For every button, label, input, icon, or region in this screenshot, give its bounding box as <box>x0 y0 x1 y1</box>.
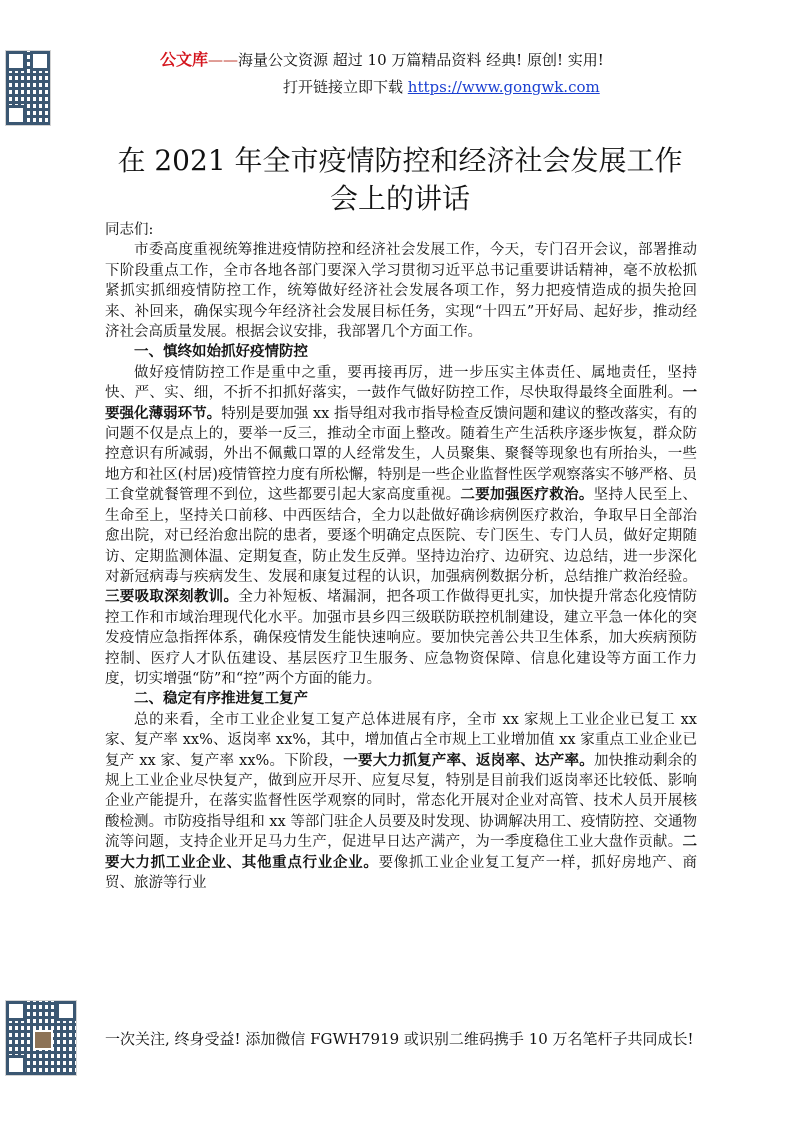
download-prompt: 打开链接立即下载 <box>283 78 404 96</box>
section-heading-2: 二、稳定有序推进复工复产 <box>134 690 308 708</box>
paragraph-intro: 市委高度重视统筹推进疫情防控和经济社会发展工作，今天，专门召开会议，部署推动下阶段重点工作，全市各地各部门要深入学习贯彻习近平总书记重要讲话精神，毫不放松抓紧抓实抓细疫情防控工作，统筹做好经济社会发展各项工作，努力把疫情造成的损失抢回来、补回来，确保实现今年经济社会发展目标任务，实现“十四五”开好局、起好步，推动经济社会高质量发展。根据会议安排，我部署几个方面工作。 <box>105 242 697 341</box>
section-heading-1: 一、慎终如始抓好疫情防控 <box>134 343 308 361</box>
header-tagline-line <box>160 50 760 70</box>
key-point-1: 一要强化薄弱环节。 <box>105 384 697 422</box>
website-link[interactable]: https://www.gongwk.com <box>407 78 600 96</box>
paragraph-text: 要像抓工业企业复工复产一样，抓好房地产、商贸、旅游等行业 <box>105 854 698 891</box>
paragraph-text: 加快推动剩余的规上工业企业尽快复产，做到应开尽开、应复尽复，特别是目前我们返岗率还比较低、影响企业产能提升，在落实监督性医学观察的同时，常态化开展对企业对高管、技术人员开展核酸检测。市防疫指导组和 xx 等部门驻企人员要及时发现、协调解决用工、疫情防控、交通物流等问题，支持企业开足马力生产，促进早日达产满产，为一季度稳住工业大盘作贡献。 <box>105 752 698 851</box>
document-body <box>105 220 697 893</box>
qr-finder-icon <box>6 1055 26 1075</box>
document-title <box>100 142 700 218</box>
paragraph-epidemic-control <box>105 363 697 690</box>
brand-name: 公文库 <box>160 50 209 69</box>
footer-note: 一次关注, 终身受益! 添加微信 FGWH7919 或识别二维码携手 10 万名笔杆子共同成长! <box>105 1030 694 1048</box>
salutation: 同志们: <box>105 222 154 238</box>
paragraph-text: 全力补短板、堵漏洞，把各项工作做得更扎实，加快提升常态化疫情防控工作和市域治理现代化水平。加强市县乡四三级联防联控机制建设，建立平急一体化的突发疫情应急指挥体系，确保疫情发生能快速响应。要加快完善公共卫生体系，加大疾病预防控制、医疗人才队伍建设、基层医疗卫生服务、应急物资保障、信息化建设等方面工作力度，切实增强“防”和“控”两个方面的能力。 <box>105 589 698 687</box>
title-line-2: 会上的讲话 <box>329 182 470 215</box>
key-point-3: 三要吸取深刻教训。 <box>105 588 239 606</box>
header-download-line <box>283 77 600 97</box>
qr-finder-icon <box>6 1001 26 1021</box>
key-point-4: 一要大力抓复产率、返岗率、达产率。 <box>343 751 595 769</box>
brand-separator: —— <box>208 51 239 69</box>
paragraph-resumption <box>105 710 697 894</box>
key-point-2: 二要加强医疗救治。 <box>460 486 594 504</box>
qr-finder-icon <box>56 1001 76 1021</box>
paragraph-text: 做好疫情防控工作是重中之重，要再接再厉，进一步压实主体责任、属地责任，坚持快、严、实、细，不折不扣抓好落实，一鼓作气做好防控工作，尽快取得最终全面胜利。 <box>105 364 697 402</box>
qr-code-top <box>5 50 51 126</box>
key-point-5: 二要大力抓工业企业、其他重点行业企业。 <box>105 833 697 871</box>
qr-finder-icon <box>6 51 26 71</box>
qr-finder-icon <box>6 105 26 125</box>
qr-logo-icon <box>33 1030 53 1050</box>
paragraph-text: 坚持人民至上、生命至上，坚持关口前移、中西医结合，全力以赴做好确诊病例医疗救治，争取早日全部治愈出院，对已经治愈出院的患者，要逐个明确定点医院、专门医生、专门人员，做好定期随访、定期监测体温、定期复查，防止发生反弹。坚持边治疗、边研究、边总结，进一步深化对新冠病毒与疾病发生、发展和康复过程的认识，加强病例数据分析，总结推广救治经验。 <box>105 487 698 585</box>
paragraph-text: 总的来看，全市工业企业复工复产总体进展有序，全市 xx 家规上工业企业已复工 xx 家、复产率 xx%、返岗率 xx%，其中，增加值占全市规上工业增加值 xx 家重点工业企业已复产 xx 家、复产率 xx%。下阶段， <box>105 711 697 769</box>
qr-code-bottom <box>5 1000 77 1076</box>
title-line-1: 在 2021 年全市疫情防控和经济社会发展工作 <box>117 144 683 177</box>
paragraph-text: 特别是要加强 xx 指导组对我市指导检查反馈问题和建议的整改落实，有的问题不仅是点上的，要举一反三，推动全市面上整改。随着生产生活秩序逐步恢复，群众防控意识有所减弱，外出不佩戴口罩的人经常发生，人员聚集、聚餐等现象也有所抬头，一些地方和社区(村居)疫情管控力度有所松懈，特别是一些企业监督性医学观察落实不够严格、员工食堂就餐管理不到位，这些都要引起大家高度重视。 <box>105 405 697 504</box>
qr-finder-icon <box>30 51 50 71</box>
header-tagline: 海量公文资源 超过 10 万篇精品资料 经典! 原创! 实用! <box>238 51 604 69</box>
